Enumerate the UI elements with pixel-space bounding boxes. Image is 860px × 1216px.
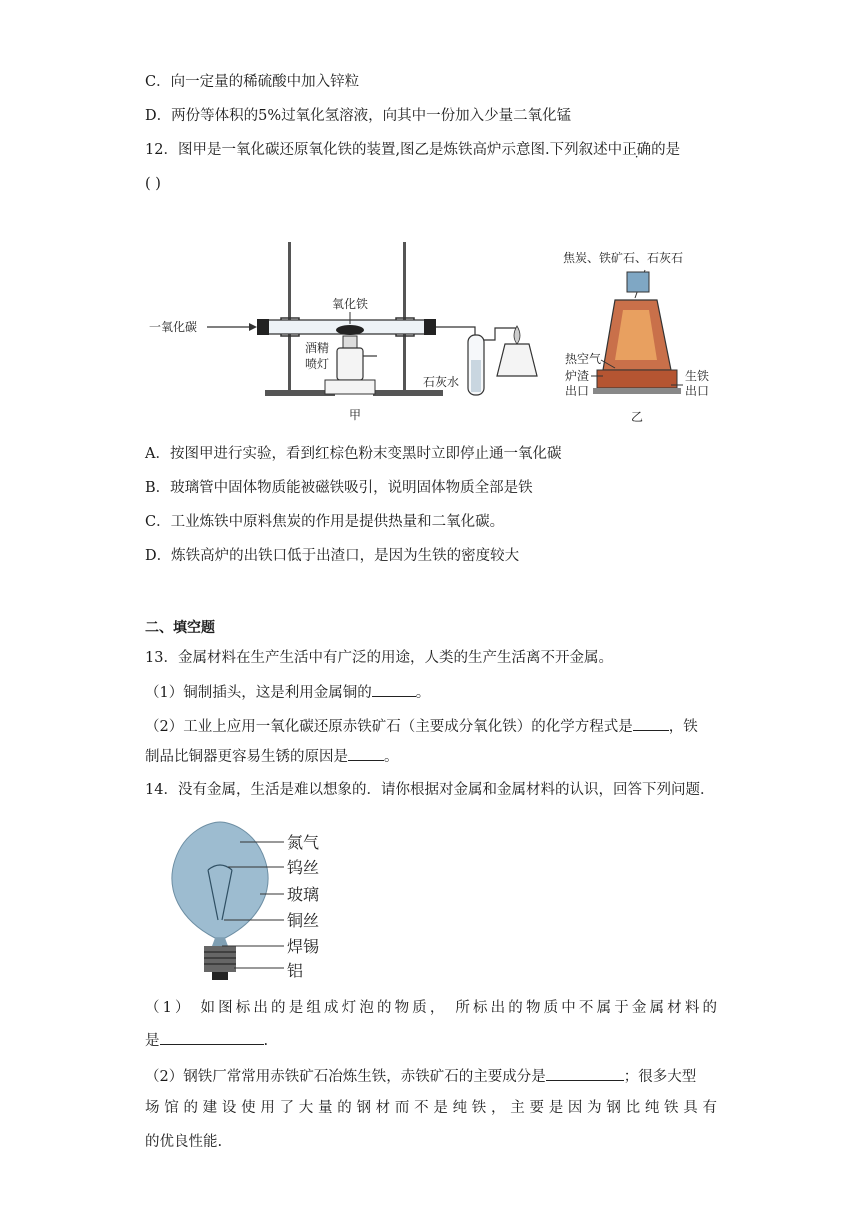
right-stopper	[424, 319, 436, 335]
q14-part1-line2	[145, 1030, 268, 1051]
label-slag-2: 出口	[565, 384, 590, 398]
exhaust-tube	[484, 328, 517, 344]
q14-part1-line1: （1） 如图标出的是组成灯泡的物质， 所标出的物质中不属于金属材料的	[145, 1000, 717, 1016]
alcohol-blast-lamp	[337, 348, 363, 380]
q14-part2-text: （2）钢铁厂常常用赤铁矿石冶炼生铁，赤铁矿石的主要成分是	[145, 1069, 546, 1085]
q13-part2-line2	[145, 746, 399, 767]
tail-gas-flame	[514, 326, 520, 344]
limewater-liquid	[471, 360, 481, 392]
bulb-glass	[172, 822, 268, 938]
q11-option-d: D．两份等体积的5%过氧化氢溶液，向其中一份加入少量二氧化锰	[145, 108, 572, 124]
bulb-tip	[212, 972, 228, 980]
q11-option-c: C．向一定量的稀硫酸中加入锌粒	[145, 74, 360, 90]
q14-part2-end: ；很多大型	[623, 1069, 697, 1085]
bulb-neck	[212, 938, 228, 946]
bulb-label-nitrogen: 氮气	[287, 833, 320, 852]
label-jia: 甲	[349, 408, 362, 422]
q14-hematite-blank[interactable]	[546, 1066, 624, 1081]
q12-option-b: B．玻璃管中固体物质能被磁铁吸引，说明固体物质全部是铁	[145, 480, 533, 496]
label-slag-1: 炉渣	[565, 369, 590, 383]
tail-gas-lamp	[497, 344, 537, 376]
q13-rust-reason-blank[interactable]	[348, 746, 384, 761]
q12-stem-part-a: 12．图甲是一氧化碳还原氧化铁的装置,图乙是炼铁高炉示意图.下列叙述中	[145, 142, 623, 158]
furnace-hopper	[627, 272, 649, 292]
q13-stem: 13．金属材料在生产生活中有广泛的用途，人类的生产生活离不开金属。	[145, 650, 613, 666]
label-lamp-1: 酒精	[305, 341, 330, 355]
q13-part2-end: ，铁	[668, 719, 698, 735]
q14-part2-line1	[145, 1066, 696, 1087]
q12-stem-part-b: 的是	[651, 142, 681, 158]
bulb-label-solder: 焊锡	[287, 937, 320, 956]
lamp-burner	[343, 336, 357, 348]
label-co: 一氧化碳	[149, 320, 198, 334]
iron-oxide-powder	[336, 325, 364, 335]
q13-part2-text: （2）工业上应用一氧化碳还原赤铁矿石（主要成分氧化铁）的化学方程式是	[145, 719, 633, 735]
q13-part2-line1	[145, 716, 698, 737]
q14-part2-line3: 的优良性能.	[145, 1134, 223, 1150]
section-title: 二、填空题	[145, 620, 215, 636]
q12-option-a: A．按图甲进行实验，看到红棕色粉末变黑时立即停止通一氧化碳	[145, 446, 562, 462]
bulb-label-copper: 铜丝	[287, 911, 320, 930]
co-arrow-head	[249, 323, 257, 331]
bulb-label-tungsten: 钨丝	[287, 858, 320, 877]
q14-stem: 14．没有金属，生活是难以想象的．请你根据对金属和金属材料的认识，回答下列问题．	[145, 782, 715, 798]
bulb-label-glass: 玻璃	[287, 885, 320, 904]
q13-part2-line2-end: 。	[384, 749, 399, 765]
q13-part1-end: 。	[415, 685, 431, 701]
label-iron-2: 出口	[685, 384, 710, 398]
lamp-base	[325, 380, 375, 394]
bulb-label-aluminum: 铝	[287, 961, 304, 980]
q12-stem	[145, 140, 680, 160]
label-iron-oxide: 氧化铁	[332, 297, 369, 311]
q12-apparatus-figure	[145, 240, 725, 425]
q14-part1-line2-end: .	[263, 1033, 269, 1049]
right-stand-rod	[403, 242, 406, 392]
q14-light-bulb-figure	[160, 820, 340, 985]
q14-part2-line2: 场 馆 的 建 设 使 用 了 大 量 的 钢 材 而 不 是 纯 铁 ， 主 要 是 因 为 钢 比 纯 铁 具 有	[145, 1100, 717, 1116]
left-stand-rod	[288, 242, 291, 392]
q12-option-c: C．工业炼铁中原料焦炭的作用是提供热量和二氧化碳。	[145, 514, 505, 530]
right-stand-base	[373, 390, 443, 396]
q13-part1-text: （1）铜制插头，这是利用金属铜的	[145, 685, 372, 701]
q14-part1-line2-text: 是	[145, 1033, 160, 1049]
bulb-base	[204, 946, 236, 972]
label-furnace-inputs: 焦炭、铁矿石、石灰石	[563, 251, 684, 265]
label-yi: 乙	[631, 410, 644, 424]
label-limewater: 石灰水	[423, 375, 460, 389]
q13-equation-blank[interactable]	[633, 716, 669, 731]
furnace-hearth	[597, 370, 677, 388]
furnace-base	[593, 388, 681, 394]
q14-part1-blank[interactable]	[160, 1030, 264, 1045]
q12-answer-bracket: ( )	[145, 176, 161, 192]
q13-part1	[145, 682, 430, 703]
label-lamp-2: 喷灯	[305, 357, 330, 371]
q13-part1-blank[interactable]	[372, 682, 416, 697]
q12-option-d: D．炼铁高炉的出铁口低于出渣口，是因为生铁的密度较大	[145, 548, 520, 564]
label-hot-air: 热空气	[565, 352, 602, 366]
label-iron-1: 生铁	[685, 369, 710, 383]
left-stopper	[257, 319, 269, 335]
q13-part2-line2-text: 制品比铜器更容易生锈的原因是	[145, 749, 348, 765]
q12-stem-emphasis: 正确	[622, 142, 652, 158]
